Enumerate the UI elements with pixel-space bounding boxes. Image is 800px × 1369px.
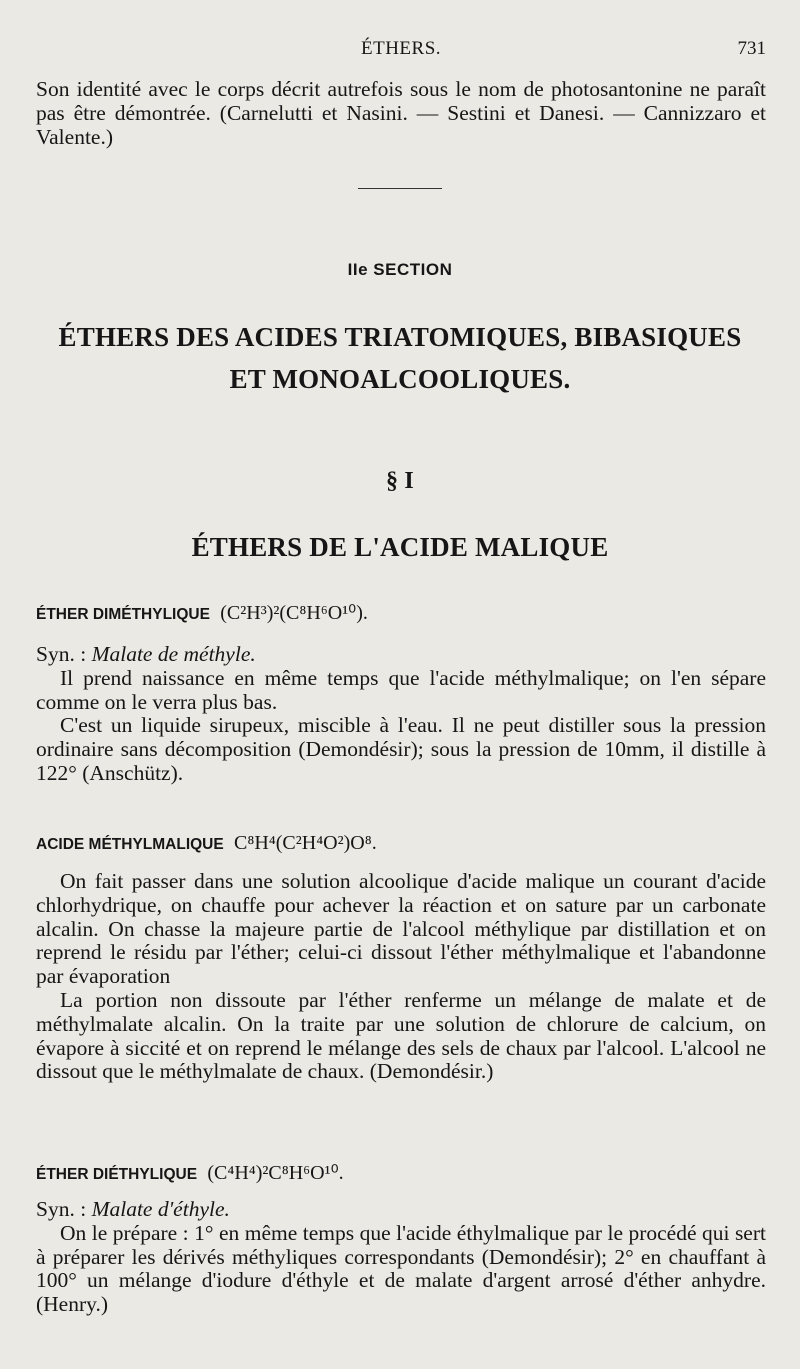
entry-formula: (C²H³)²(C⁸H⁶O¹⁰). — [220, 602, 368, 624]
synonym-prefix: Syn. : — [36, 642, 92, 666]
entry-body-diethyl — [36, 1198, 766, 1317]
body-paragraph: On fait passer dans une solution alcoolique d'acide malique un courant d'acide chlorhydrique, on chauffe pour achever la réaction et on sature par un carbonate alcalin. On chasse la majeure partie de l'alcool méthylique par distillation et on reprend le résidu par l'éther; celui-ci dissout l'éther méthylmalique et l'abandonne par évaporation — [36, 869, 766, 989]
entry-formula: C⁸H⁴(C²H⁴O²)O⁸. — [234, 832, 377, 854]
section-divider — [358, 188, 442, 189]
body-paragraph: Il prend naissance en même temps que l'acide méthylmalique; on l'en sépare comme on le verra plus bas. — [36, 665, 766, 714]
section-title-line-2: ET MONOALCOOLIQUES. — [229, 364, 571, 394]
entry-heading-diethyl — [36, 1160, 344, 1185]
entry-heading-methylmalique — [36, 832, 377, 855]
entry-body-methylmalique — [36, 870, 766, 1084]
paragraph-mark: § I — [386, 468, 414, 494]
entry-formula: (C⁴H⁴)²C⁸H⁶O¹⁰. — [207, 1162, 344, 1184]
running-head: ÉTHERS. — [360, 38, 442, 59]
intro-paragraph: Son identité avec le corps décrit autrefois sous le nom de photosantonine ne paraît pas être démontrée. (Carnelutti et Nasini. — Sestini et Danesi. — Cannizzaro et Valente.) — [36, 77, 766, 149]
synonym: Malate de méthyle. — [91, 642, 256, 666]
entry-name: ACIDE MÉTHYLMALIQUE — [36, 836, 224, 853]
synonym-prefix: Syn. : — [36, 1197, 92, 1221]
chapter-title: ÉTHERS DE L'ACIDE MALIQUE — [191, 532, 609, 562]
page-header — [36, 38, 766, 68]
body-paragraph: La portion non dissoute par l'éther renferme un mélange de malate et de méthylmalate alcalin. On la traite par une solution de chlorure de calcium, on évapore à siccité et on reprend le mélange des sels de chaux par l'alcool. L'alcool ne dissout que le méthylmalate de chaux. (Demondésir.) — [36, 987, 766, 1084]
synonym: Malate d'éthyle. — [91, 1197, 230, 1221]
synonym-line — [36, 1198, 766, 1222]
body-paragraph: On le prépare : 1° en même temps que l'acide éthylmalique par le procédé qui sert à préparer les dérivés méthyliques correspondants (Demondésir); 2° en chauffant à 100° un mélange d'iodure d'éthyle et de malate d'argent arrosé d'éther anhydre. (Henry.) — [36, 1220, 766, 1317]
section-title-line-1: ÉTHERS DES ACIDES TRIATOMIQUES, BIBASIQUES — [58, 322, 742, 352]
entry-body-dimethyl — [36, 643, 766, 786]
section-label: IIe SECTION — [347, 260, 453, 279]
entry-name: ÉTHER DIÉTHYLIQUE — [36, 1166, 198, 1183]
body-paragraph: C'est un liquide sirupeux, miscible à l'eau. Il ne peut distiller sous la pression ordinaire sans décomposition (Demondésir); sous la pression de 10mm, il distille à 122° (Anschütz). — [36, 713, 766, 785]
synonym-line — [36, 643, 766, 667]
entry-heading-dimethyl — [36, 600, 368, 625]
intro-paragraph-block — [36, 78, 766, 149]
entry-name: ÉTHER DIMÉTHYLIQUE — [36, 606, 210, 623]
page-number: 731 — [737, 38, 766, 59]
